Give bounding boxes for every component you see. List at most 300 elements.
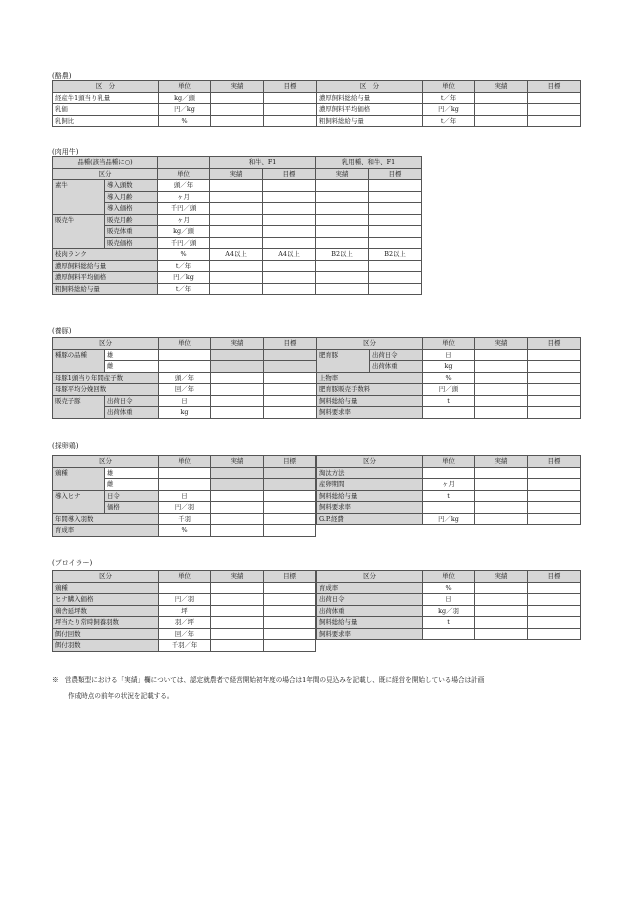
unit-cell: 円／kg (423, 104, 475, 116)
unit-cell: t／年 (423, 115, 475, 127)
table-row (53, 249, 422, 261)
target-input[interactable] (528, 467, 581, 479)
unit-cell: 円／kg (423, 513, 475, 525)
header-cell: 目標 (264, 571, 316, 583)
target-input[interactable] (263, 191, 316, 203)
target-input[interactable] (528, 407, 581, 419)
disabled-cell (264, 361, 317, 373)
actual-input[interactable] (475, 395, 528, 407)
group-label: 販売子豚 (53, 395, 105, 418)
header-cell: 単位 (159, 81, 211, 93)
table-header-row (317, 571, 581, 583)
actual-input[interactable] (475, 92, 528, 104)
actual-input[interactable] (210, 237, 263, 249)
header-cell: 区分 (53, 338, 159, 350)
target-input[interactable] (264, 628, 316, 640)
breed-input[interactable] (159, 349, 211, 361)
label-cell: 乳価 (53, 104, 159, 116)
target-input[interactable] (264, 513, 316, 525)
target-input[interactable] (264, 617, 316, 629)
actual-input[interactable] (211, 628, 264, 640)
target-input[interactable] (263, 272, 316, 284)
header-cell: 目標 (263, 168, 316, 180)
header-cell: 単位 (423, 571, 475, 583)
table-row (317, 467, 581, 479)
unit-cell: t／年 (158, 283, 210, 295)
actual-input[interactable] (210, 203, 263, 215)
target-input[interactable] (263, 203, 316, 215)
header-cell: 目標 (264, 81, 317, 93)
target-input[interactable] (528, 372, 581, 384)
section-title-broiler: (ブロイラー) (52, 559, 93, 567)
note-mark: ※ (52, 676, 59, 684)
unit-cell: 日 (159, 490, 211, 502)
target-input[interactable] (528, 605, 581, 617)
target-input[interactable] (264, 582, 316, 594)
unit-cell: 円／羽 (159, 594, 211, 606)
actual-input[interactable] (211, 582, 264, 594)
unit-cell: t (423, 617, 475, 629)
unit-cell: t／年 (158, 260, 210, 272)
actual-input[interactable] (211, 115, 264, 127)
label-cell: 販売月齢 (105, 214, 158, 226)
rank-value[interactable]: B2以上 (369, 249, 422, 261)
group-label: 鶏種 (53, 467, 105, 490)
table-row (53, 513, 316, 525)
dairy-table (52, 80, 581, 127)
table-header-row (317, 456, 581, 468)
unit-cell: 千円／頭 (158, 203, 210, 215)
actual-input[interactable] (475, 617, 528, 629)
actual-input[interactable] (211, 490, 264, 502)
unit-cell: % (159, 525, 211, 537)
breed-input[interactable] (159, 361, 211, 373)
header-cell: 単位 (159, 571, 211, 583)
broiler-right-table (316, 570, 581, 640)
table-header-row (53, 81, 581, 93)
unit-cell: kg／頭 (159, 92, 211, 104)
table-row (317, 502, 581, 514)
table-row (53, 260, 422, 272)
target-input[interactable] (264, 605, 316, 617)
table-row (53, 283, 422, 295)
table-row (317, 594, 581, 606)
sex-label: 雄 (105, 467, 159, 479)
actual-input[interactable] (316, 272, 369, 284)
target-input[interactable] (263, 180, 316, 192)
table-row (53, 214, 422, 226)
actual-input[interactable] (316, 203, 369, 215)
header-cell: 実績 (475, 338, 528, 350)
actual-input[interactable] (475, 372, 528, 384)
label-cell: 出荷体重 (317, 605, 423, 617)
target-input[interactable] (263, 260, 316, 272)
unit-cell: 日 (423, 349, 475, 361)
actual-input[interactable] (316, 214, 369, 226)
label-cell: 母豚平均分娩回数 (53, 384, 159, 396)
label-cell: 濃厚飼料総給与量 (317, 92, 423, 104)
header-cell: 実績 (211, 571, 264, 583)
table-row (317, 513, 581, 525)
actual-input[interactable] (316, 260, 369, 272)
header-cell: 単位 (423, 456, 475, 468)
actual-input[interactable] (316, 283, 369, 295)
actual-input[interactable] (211, 594, 264, 606)
sex-label: 雌 (105, 361, 159, 373)
label-cell: 飼料総給与量 (317, 490, 423, 502)
header-cell: 実績 (211, 338, 264, 350)
target-input[interactable] (369, 214, 422, 226)
actual-input[interactable] (475, 502, 528, 514)
disabled-cell (211, 361, 264, 373)
actual-input[interactable] (211, 617, 264, 629)
unit-cell: % (423, 372, 475, 384)
unit-cell: 円／kg (158, 272, 210, 284)
rank-value[interactable]: A4以上 (263, 249, 316, 261)
header-cell: 実績 (211, 456, 264, 468)
actual-input[interactable] (475, 479, 528, 491)
actual-input[interactable] (211, 372, 264, 384)
target-input[interactable] (369, 203, 422, 215)
table-row (317, 605, 581, 617)
target-input[interactable] (528, 361, 581, 373)
label-cell: 肥育豚販売手数料 (317, 384, 423, 396)
target-input[interactable] (263, 226, 316, 238)
header-cell: 区分 (317, 571, 423, 583)
label-cell: G.P.経費 (317, 513, 423, 525)
header-cell: 区分 (53, 456, 159, 468)
group-label: 種豚の品種 (53, 349, 105, 372)
actual-input[interactable] (210, 191, 263, 203)
unit-cell: t (423, 490, 475, 502)
actual-input[interactable] (475, 115, 528, 127)
target-input[interactable] (264, 384, 317, 396)
label-cell: 産卵期間 (317, 479, 423, 491)
table-row (53, 395, 581, 407)
label-cell: 出荷日令 (105, 395, 159, 407)
label-cell: 枝肉ランク (53, 249, 158, 261)
unit-cell: ヶ月 (158, 214, 210, 226)
unit-cell: 円／頭 (423, 384, 475, 396)
table-row (53, 407, 581, 419)
actual-input[interactable] (210, 283, 263, 295)
unit-cell: % (158, 249, 210, 261)
table-row (53, 525, 316, 537)
unit-cell: 回／年 (159, 628, 211, 640)
table-row (53, 237, 422, 249)
layer-left-table (52, 455, 316, 537)
unit-cell: 羽／坪 (159, 617, 211, 629)
target-input[interactable] (528, 115, 581, 127)
target-input[interactable] (528, 582, 581, 594)
label-cell: 出荷日令 (370, 349, 423, 361)
header-cell: 実績 (475, 571, 528, 583)
actual-input[interactable] (211, 384, 264, 396)
table-row (53, 372, 581, 384)
unit-cell (423, 628, 475, 640)
table-row (317, 490, 581, 502)
actual-input[interactable] (475, 582, 528, 594)
unit-cell (423, 467, 475, 479)
header-cell: 実績 (316, 168, 369, 180)
actual-input[interactable] (210, 260, 263, 272)
group-label: 肥育豚 (317, 349, 370, 372)
unit-cell (423, 502, 475, 514)
label-cell: 経産牛1頭当り乳量 (53, 92, 159, 104)
target-input[interactable] (369, 237, 422, 249)
target-input[interactable] (264, 490, 316, 502)
unit-cell: % (423, 582, 475, 594)
actual-input[interactable] (210, 226, 263, 238)
actual-input[interactable] (475, 490, 528, 502)
unit-cell: ヶ月 (423, 479, 475, 491)
label-cell: 導入頭数 (105, 180, 158, 192)
table-row (53, 628, 316, 640)
group-label: 販売牛 (53, 214, 105, 249)
target-input[interactable] (264, 92, 317, 104)
label-cell: 餌付羽数 (53, 640, 159, 652)
actual-input[interactable] (211, 395, 264, 407)
header-cell: 単位 (423, 338, 475, 350)
actual-input[interactable] (210, 214, 263, 226)
actual-input[interactable] (211, 513, 264, 525)
target-input[interactable] (528, 594, 581, 606)
target-input[interactable] (369, 272, 422, 284)
actual-input[interactable] (211, 92, 264, 104)
unit-cell: kg (159, 407, 211, 419)
table-row (53, 384, 581, 396)
table-row (53, 490, 316, 502)
header-cell: 目標 (264, 456, 316, 468)
actual-input[interactable] (210, 272, 263, 284)
header-cell: 実績 (475, 81, 528, 93)
table-row (317, 479, 581, 491)
actual-input[interactable] (316, 191, 369, 203)
table-row (317, 582, 581, 594)
target-input[interactable] (528, 617, 581, 629)
label-cell: 年間導入羽数 (53, 513, 159, 525)
label-cell: 母豚1頭当り年間産子数 (53, 372, 159, 384)
actual-input[interactable] (316, 180, 369, 192)
rank-value[interactable]: B2以上 (316, 249, 369, 261)
label-cell: 飼料要求率 (317, 407, 423, 419)
actual-input[interactable] (211, 640, 264, 652)
target-input[interactable] (264, 640, 316, 652)
header-cell: 区分 (317, 456, 423, 468)
table-row (53, 226, 422, 238)
label-cell: 餌付回数 (53, 628, 159, 640)
table-row (53, 191, 422, 203)
header-cell: 目標 (264, 338, 317, 350)
table-row (53, 594, 316, 606)
unit-cell: 回／年 (159, 384, 211, 396)
unit-cell (159, 582, 211, 594)
unit-cell: 千羽／年 (159, 640, 211, 652)
table-header-row (53, 157, 422, 169)
label-cell: 淘汰方法 (317, 467, 423, 479)
target-input[interactable] (369, 260, 422, 272)
target-input[interactable] (264, 395, 317, 407)
unit-cell (423, 407, 475, 419)
target-input[interactable] (264, 502, 316, 514)
header-cell: 単位 (423, 81, 475, 93)
target-input[interactable] (528, 395, 581, 407)
beef-table (52, 156, 422, 295)
label-cell: 濃厚飼料平均価格 (317, 104, 423, 116)
actual-input[interactable] (211, 605, 264, 617)
label-cell: 鶏舎延坪数 (53, 605, 159, 617)
unit-cell: 円／kg (159, 104, 211, 116)
table-row (53, 640, 316, 652)
table-header-row (53, 338, 581, 350)
label-cell: 価格 (105, 502, 159, 514)
unit-cell: 頭／年 (159, 372, 211, 384)
label-cell: 育成率 (317, 582, 423, 594)
layer-right-table (316, 455, 581, 525)
section-title-dairy: (酪農) (52, 72, 72, 80)
disabled-cell (264, 479, 316, 491)
variety-option-1[interactable]: 和牛、F1 (210, 157, 316, 169)
disabled-cell (264, 467, 316, 479)
unit-cell: 円／羽 (159, 502, 211, 514)
table-row (53, 605, 316, 617)
table-row (53, 349, 581, 361)
table-row (53, 467, 316, 479)
unit-cell: 日 (423, 594, 475, 606)
header-cell: 区 分 (317, 81, 423, 93)
header-cell: 実績 (210, 168, 263, 180)
sex-label: 雌 (105, 479, 159, 491)
target-input[interactable] (264, 594, 316, 606)
table-header-row (53, 168, 422, 180)
header-cell: 目標 (528, 338, 581, 350)
sex-label: 雄 (105, 349, 159, 361)
unit-cell: 千円／頭 (158, 237, 210, 249)
section-title-swine: (養豚) (52, 327, 72, 335)
target-input[interactable] (264, 407, 317, 419)
section-title-beef: (肉用牛) (52, 148, 79, 156)
label-cell: 粗飼料総給与量 (53, 283, 158, 295)
target-input[interactable] (264, 525, 316, 537)
table-row (317, 628, 581, 640)
target-input[interactable] (528, 502, 581, 514)
actual-input[interactable] (475, 361, 528, 373)
label-cell: 粗飼料総給与量 (317, 115, 423, 127)
actual-input[interactable] (475, 628, 528, 640)
variety-option-2[interactable]: 乳用種、和牛、F1 (316, 157, 422, 169)
target-input[interactable] (528, 92, 581, 104)
target-input[interactable] (264, 372, 317, 384)
group-label: 素牛 (53, 180, 105, 215)
target-input[interactable] (528, 384, 581, 396)
table-header-row (53, 456, 316, 468)
actual-input[interactable] (211, 104, 264, 116)
unit-cell: t／年 (423, 92, 475, 104)
swine-table (52, 337, 581, 419)
actual-input[interactable] (211, 502, 264, 514)
target-input[interactable] (528, 349, 581, 361)
actual-input[interactable] (316, 237, 369, 249)
header-cell: 目標 (528, 456, 581, 468)
table-row (53, 582, 316, 594)
target-input[interactable] (528, 513, 581, 525)
actual-input[interactable] (475, 594, 528, 606)
target-input[interactable] (528, 490, 581, 502)
label-cell: 濃厚飼料平均価格 (53, 272, 158, 284)
unit-cell: 日 (159, 395, 211, 407)
target-input[interactable] (263, 237, 316, 249)
target-input[interactable] (264, 104, 317, 116)
label-cell: 上物率 (317, 372, 423, 384)
disabled-cell (211, 467, 264, 479)
actual-input[interactable] (211, 407, 264, 419)
table-row (53, 115, 581, 127)
target-input[interactable] (369, 180, 422, 192)
label-cell: 日令 (105, 490, 159, 502)
actual-input[interactable] (475, 384, 528, 396)
actual-input[interactable] (475, 513, 528, 525)
actual-input[interactable] (475, 349, 528, 361)
unit-cell: kg (423, 361, 475, 373)
actual-input[interactable] (475, 104, 528, 116)
header-cell: 目標 (369, 168, 422, 180)
label-cell: 導入月齢 (105, 191, 158, 203)
breed-input[interactable] (159, 479, 211, 491)
actual-input[interactable] (475, 467, 528, 479)
breed-input[interactable] (159, 467, 211, 479)
label-cell: 出荷日令 (317, 594, 423, 606)
actual-input[interactable] (211, 525, 264, 537)
table-header-row (53, 571, 316, 583)
actual-input[interactable] (475, 605, 528, 617)
section-title-layer: (採卵鶏) (52, 442, 79, 450)
actual-input[interactable] (210, 180, 263, 192)
header-cell: 単位 (159, 338, 211, 350)
table-row (317, 617, 581, 629)
label-cell: 出荷体重 (105, 407, 159, 419)
table-row (53, 203, 422, 215)
disabled-cell (264, 349, 317, 361)
actual-input[interactable] (316, 226, 369, 238)
target-input[interactable] (369, 283, 422, 295)
target-input[interactable] (528, 479, 581, 491)
header-cell: 単位 (158, 168, 210, 180)
table-row (53, 617, 316, 629)
target-input[interactable] (263, 214, 316, 226)
unit-cell: 坪 (159, 605, 211, 617)
target-input[interactable] (369, 226, 422, 238)
label-cell: 飼料総給与量 (317, 617, 423, 629)
target-input[interactable] (264, 115, 317, 127)
label-cell: ヒナ購入価格 (53, 594, 159, 606)
target-input[interactable] (528, 104, 581, 116)
unit-cell: % (159, 115, 211, 127)
label-cell: 濃厚飼料総給与量 (53, 260, 158, 272)
target-input[interactable] (528, 628, 581, 640)
target-input[interactable] (263, 283, 316, 295)
label-cell: 販売体重 (105, 226, 158, 238)
header-cell: 目標 (528, 81, 581, 93)
unit-cell: kg／頭 (158, 226, 210, 238)
actual-input[interactable] (475, 407, 528, 419)
header-cell: 区分 (53, 571, 159, 583)
footnote (52, 672, 592, 704)
label-cell: 育成率 (53, 525, 159, 537)
label-cell: 坪当たり常時飼養羽数 (53, 617, 159, 629)
target-input[interactable] (369, 191, 422, 203)
rank-value[interactable]: A4以上 (210, 249, 263, 261)
group-label: 導入ヒナ (53, 490, 105, 513)
